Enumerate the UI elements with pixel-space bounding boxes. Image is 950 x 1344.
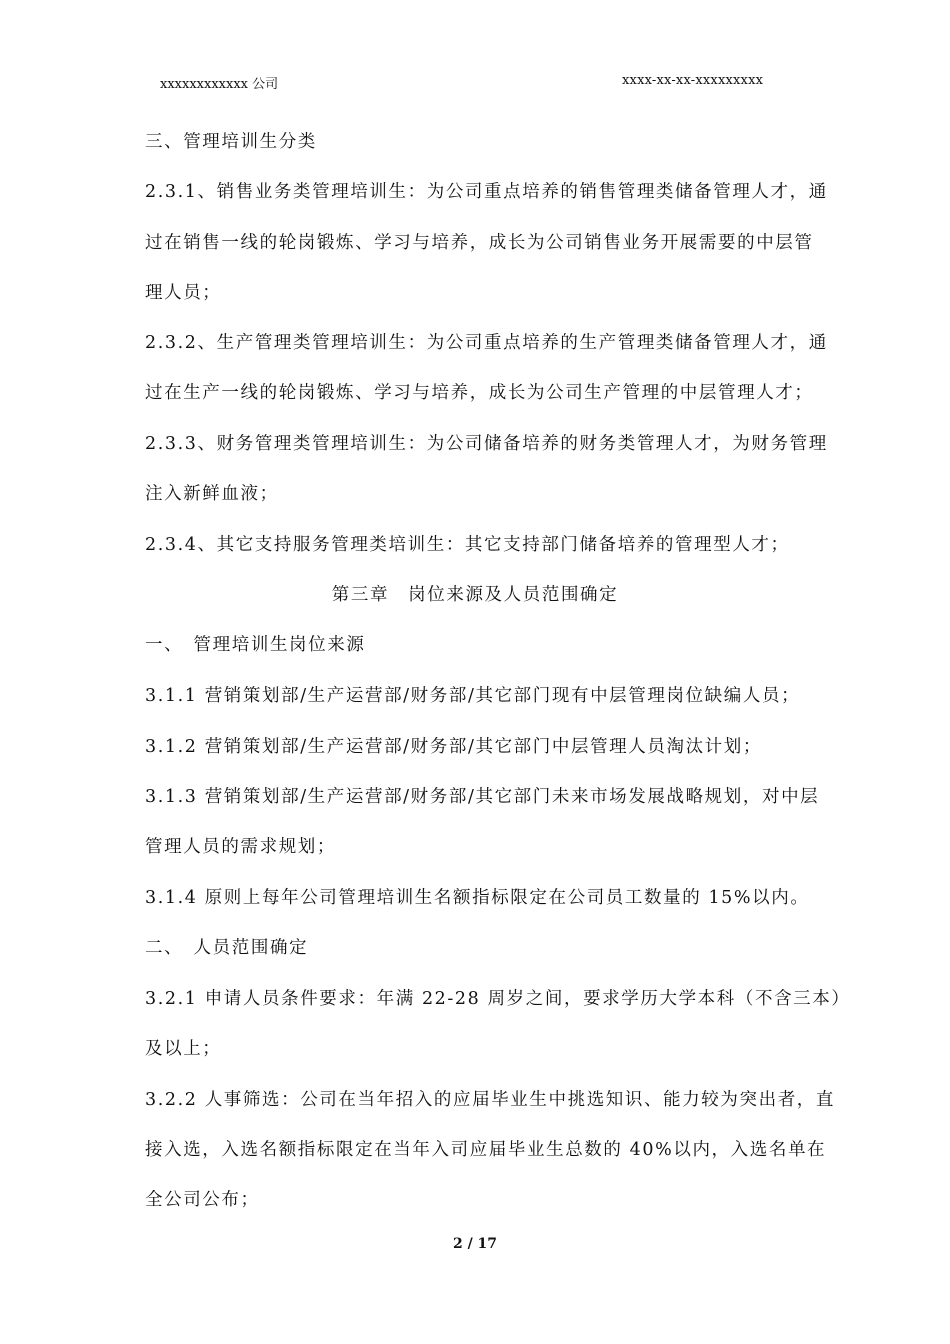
chapter-title: 第三章 岗位来源及人员范围确定 [331, 585, 619, 605]
page-number: 2 / 17 [452, 1236, 498, 1252]
paragraph-line: 注入新鲜血液； [145, 484, 279, 504]
paragraph-line: 2.3.1、销售业务类管理培训生：为公司重点培养的销售管理类储备管理人才，通 [145, 182, 828, 202]
paragraph-line: 过在生产一线的轮岗锻炼、学习与培养，成长为公司生产管理的中层管理人才； [145, 383, 814, 403]
paragraph-line: 2.3.2、生产管理类管理培训生：为公司重点培养的生产管理类储备管理人才，通 [145, 333, 828, 353]
header-doc-code: xxxx-xx-xx-xxxxxxxxx [622, 73, 764, 88]
paragraph-line: 及以上； [145, 1039, 222, 1059]
paragraph-line: 接入选，入选名额指标限定在当年入司应届毕业生总数的 40%以内，入选名单在 [145, 1140, 827, 1160]
section-heading: 三、管理培训生分类 [145, 132, 317, 152]
paragraph-line: 过在销售一线的轮岗锻炼、学习与培养，成长为公司销售业务开展需要的中层管 [145, 233, 814, 253]
paragraph-line: 3.1.2 营销策划部/生产运营部/财务部/其它部门中层管理人员淘汰计划； [145, 737, 762, 757]
section-heading: 一、 管理培训生岗位来源 [145, 635, 366, 655]
section-heading: 二、 人员范围确定 [145, 938, 309, 958]
paragraph-line: 3.1.3 营销策划部/生产运营部/财务部/其它部门未来市场发展战略规划，对中层 [145, 787, 820, 807]
paragraph-line: 理人员； [145, 283, 222, 303]
paragraph-line: 管理人员的需求规划； [145, 837, 336, 857]
paragraph-line: 2.3.3、财务管理类管理培训生：为公司储备培养的财务类管理人才，为财务管理 [145, 434, 828, 454]
paragraph-line: 全公司公布； [145, 1190, 260, 1210]
paragraph-line: 3.2.1 申请人员条件要求：年满 22-28 周岁之间，要求学历大学本科（不含三本） [145, 989, 851, 1009]
paragraph-line: 3.1.1 营销策划部/生产运营部/财务部/其它部门现有中层管理岗位缺编人员； [145, 686, 801, 706]
paragraph-line: 3.2.2 人事筛选：公司在当年招入的应届毕业生中挑选知识、能力较为突出者，直 [145, 1090, 835, 1110]
paragraph-line: 2.3.4、其它支持服务管理类培训生：其它支持部门储备培养的管理型人才； [145, 535, 790, 555]
header-company: xxxxxxxxxxxx 公司 [160, 77, 279, 92]
paragraph-line: 3.1.4 原则上每年公司管理培训生名额指标限定在公司员工数量的 15%以内。 [145, 888, 810, 908]
